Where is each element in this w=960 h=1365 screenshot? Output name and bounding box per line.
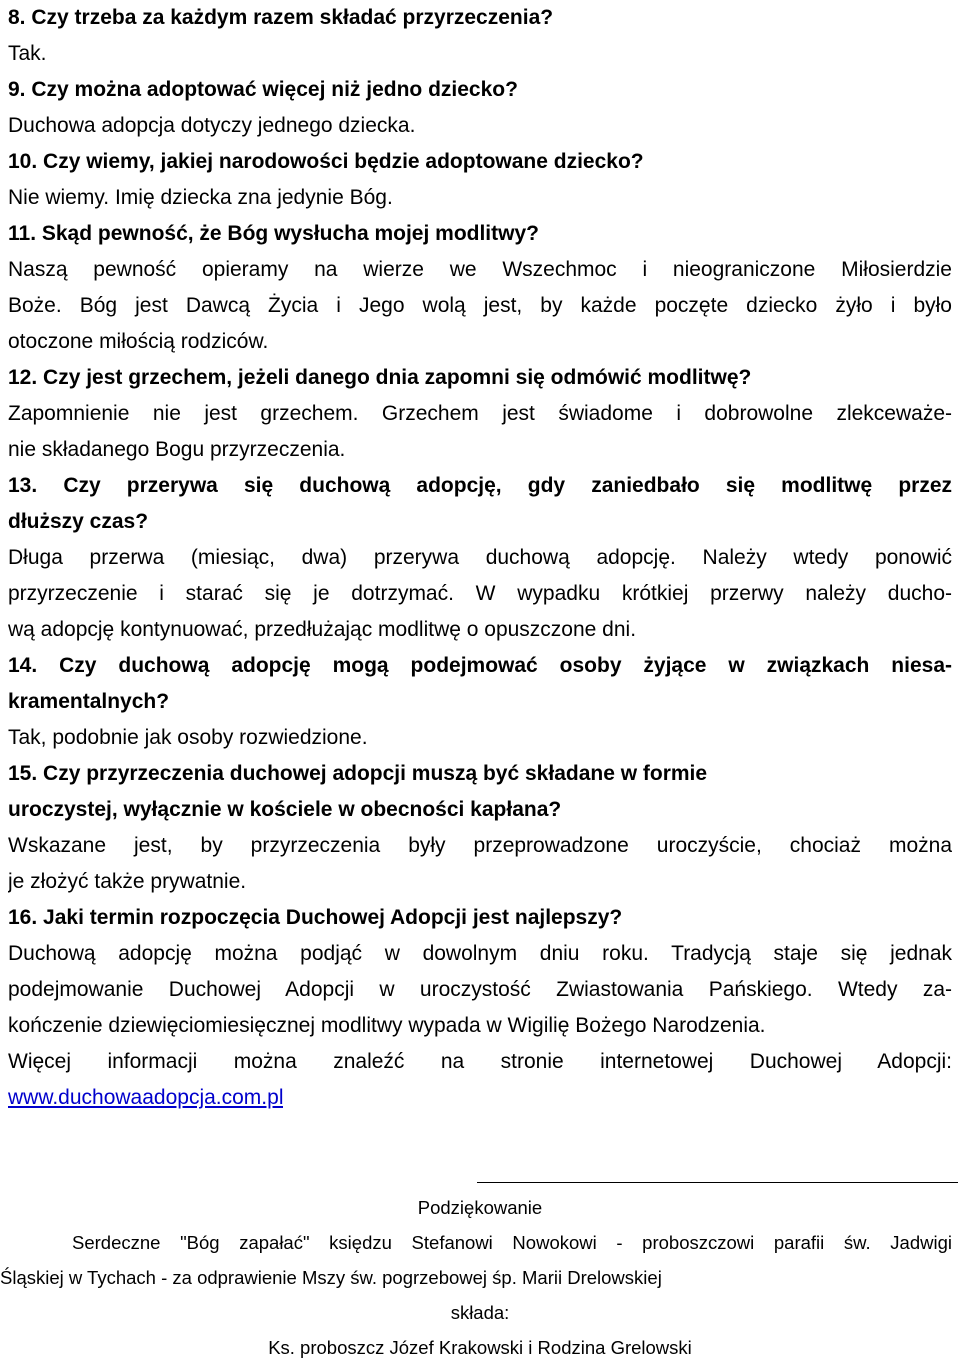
faq-question-line: dłuższy czas? — [8, 510, 149, 533]
faq-answer-line: podejmowanie Duchowej Adopcji w uroczystość Zwiastowania Pańskiego. Wtedy za- — [8, 978, 952, 1001]
acknowledgement-signed-label: składa: — [450, 1302, 510, 1323]
footnote-divider — [477, 1182, 958, 1183]
faq-answer-line: Naszą pewność opieramy na wierze we Wszechmoc i nieograniczone Miłosierdzie — [8, 258, 952, 281]
faq-question-line: 8. Czy trzeba za każdym razem składać przyrzeczenia? — [8, 6, 554, 29]
faq-answer-line: Więcej informacji można znaleźć na stronie internetowej Duchowej Adopcji: — [8, 1050, 952, 1073]
acknowledgement-signatories: Ks. proboszcz Józef Krakowski i Rodzina Grelowski — [268, 1337, 692, 1358]
faq-answer-line: Tak. — [8, 42, 47, 65]
faq-question-line: 9. Czy można adoptować więcej niż jedno dziecko? — [8, 78, 518, 101]
faq-answer-line: wą adopcję kontynuować, przedłużając modlitwę o opuszczone dni. — [8, 618, 637, 641]
faq-answer-line: je złożyć także prywatnie. — [8, 870, 247, 893]
faq-answer-line: Długa przerwa (miesiąc, dwa) przerywa duchową adopcję. Należy wtedy ponowić — [8, 546, 952, 569]
faq-answer-line: Tak, podobnie jak osoby rozwiedzione. — [8, 726, 368, 749]
acknowledgement-text-line2: Śląskiej w Tychach - za odprawienie Mszy św. pogrzebowej śp. Marii Drelowskiej — [0, 1267, 662, 1288]
faq-question-line: 11. Skąd pewność, że Bóg wysłucha mojej modlitwy? — [8, 222, 539, 245]
faq-answer-line: przyrzeczenie i starać się je dotrzymać. W wypadku krótkiej przerwy należy ducho- — [8, 582, 952, 605]
faq-question-line: uroczystej, wyłącznie w kościele w obecności kapłana? — [8, 798, 562, 821]
faq-answer-line: nie składanego Bogu przyrzeczenia. — [8, 438, 346, 461]
faq-content — [8, 0, 952, 1116]
faq-question-line: 13. Czy przerywa się duchową adopcję, gdy zaniedbało się modlitwę przez — [8, 474, 952, 497]
faq-answer-line: Duchowa adopcja dotyczy jednego dziecka. — [8, 114, 416, 137]
faq-answer-line: Duchową adopcję można podjąć w dowolnym dniu roku. Tradycją staje się jednak — [8, 942, 952, 965]
faq-question-line: 10. Czy wiemy, jakiej narodowości będzie adoptowane dziecko? — [8, 150, 644, 173]
acknowledgement-heading: Podziękowanie — [417, 1197, 543, 1218]
faq-answer-line: Boże. Bóg jest Dawcą Życia i Jego wolą jest, by każde poczęte dziecko żyło i było — [8, 294, 952, 317]
faq-answer-line: Wskazane jest, by przyrzeczenia były przeprowadzone uroczyście, chociaż można — [8, 834, 952, 857]
acknowledgement-text-line1: Serdeczne "Bóg zapałać" księdzu Stefanowi Nowokowi - proboszczowi parafii św. Jadwigi — [72, 1232, 952, 1253]
faq-question-line: 16. Jaki termin rozpoczęcia Duchowej Adopcji jest najlepszy? — [8, 906, 623, 929]
faq-question-line: 15. Czy przyrzeczenia duchowej adopcji muszą być składane w formie — [8, 762, 708, 785]
faq-answer-line: kończenie dziewięciomiesięcznej modlitwy wypada w Wigilię Bożego Narodzenia. — [8, 1014, 766, 1037]
faq-question-line: 14. Czy duchową adopcję mogą podejmować osoby żyjące w związkach niesa- — [8, 654, 952, 677]
faq-answer-line: otoczone miłością rodziców. — [8, 330, 269, 353]
faq-question-line: 12. Czy jest grzechem, jeżeli danego dnia zapomni się odmówić modlitwę? — [8, 366, 752, 389]
faq-answer-line: Nie wiemy. Imię dziecka zna jedynie Bóg. — [8, 186, 393, 209]
acknowledgement-section — [0, 1190, 952, 1365]
faq-answer-line: Zapomnienie nie jest grzechem. Grzechem jest świadome i dobrowolne zlekceważe- — [8, 402, 952, 425]
faq-question-line: kramentalnych? — [8, 690, 170, 713]
website-link[interactable]: www.duchowaadopcja.com.pl — [8, 1086, 284, 1109]
